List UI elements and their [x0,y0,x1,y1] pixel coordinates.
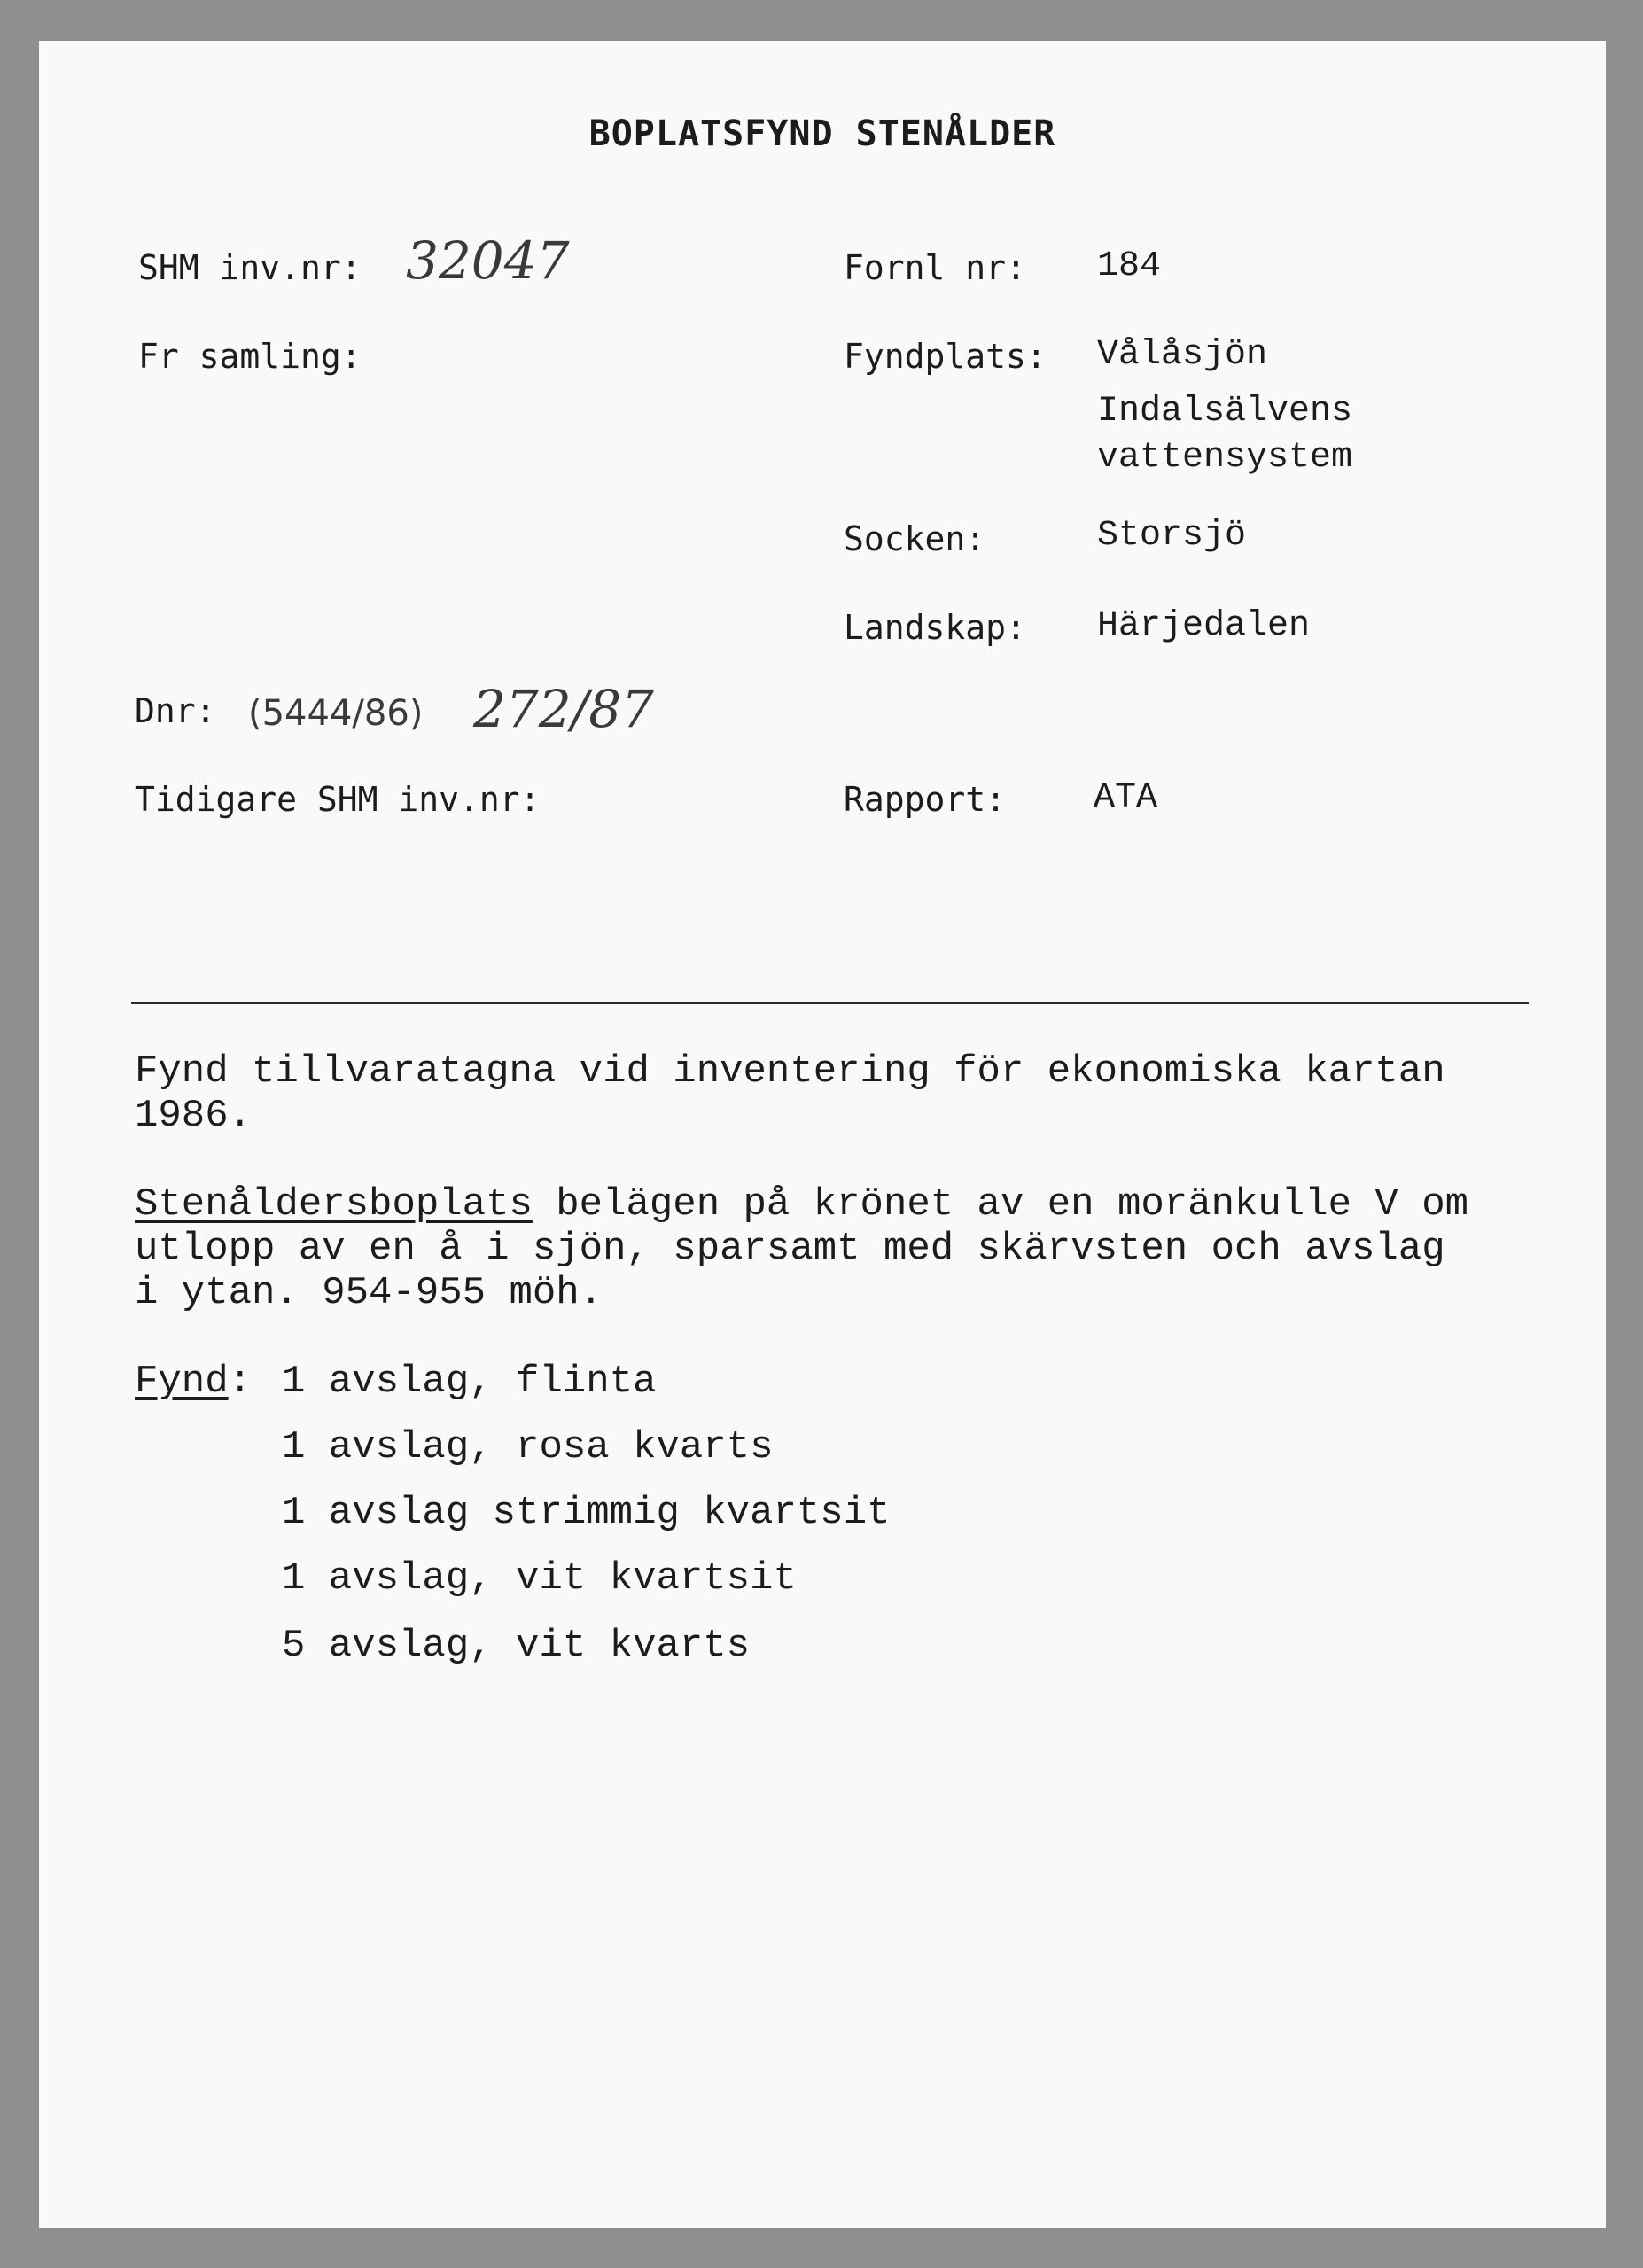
find-item-1: 1 avslag, flinta [282,1360,657,1404]
paragraph-1-line-1: Fynd tillvaratagna vid inventering för ekonomiska kartan [135,1049,1445,1094]
fr-samling-label: Fr samling: [138,337,362,376]
dnr-value-handwritten: 272/87 [473,679,655,739]
find-item-5: 5 avslag, vit kvarts [282,1624,751,1668]
find-item-4: 1 avslag, vit kvartsit [282,1556,797,1601]
dnr-label: Dnr: [135,691,216,730]
landskap-label: Landskap: [844,608,1026,647]
paragraph-1-line-2: 1986. [135,1094,253,1138]
record-card [39,41,1606,2228]
finds-heading [135,1360,252,1404]
shm-inv-value: 32047 [406,230,570,291]
fyndplats-line-3: vattensystem [1097,438,1353,478]
fyndplats-line-2: Indalsälvens [1097,392,1353,432]
paragraph-2-line-1 [135,1182,1468,1227]
paragraph-2-line-3: i ytan. 954-955 möh. [135,1271,603,1315]
socken-label: Socken: [844,519,986,558]
socken-value: Storsjö [1097,516,1247,556]
tidigare-shm-label: Tidigare SHM inv.nr: [135,780,541,819]
fornl-value: 184 [1097,246,1162,286]
site-type-underlined: Stenåldersboplats [135,1182,533,1227]
section-divider [131,1002,1529,1004]
fornl-label: Fornl nr: [844,248,1026,287]
fyndplats-line-1: Vålåsjön [1097,335,1268,375]
paragraph-2-line-2: utlopp av en å i sjön, sparsamt med skärvsten och avslag [135,1227,1445,1271]
dnr-value-paren: (5444/86) [248,693,424,734]
fyndplats-label: Fyndplats: [844,337,1047,376]
finds-label: Fynd [135,1360,229,1404]
shm-inv-label: SHM inv.nr: [138,248,362,287]
paragraph-2-line-1-rest: belägen på krönet av en moränkulle V om [532,1182,1469,1227]
find-item-3: 1 avslag strimmig kvartsit [282,1491,891,1535]
find-item-2: 1 avslag, rosa kvarts [282,1425,774,1469]
rapport-label: Rapport: [844,780,1007,819]
document-title: BOPLATSFYND STENÅLDER [588,113,1056,154]
landskap-value: Härjedalen [1097,606,1311,646]
finds-colon: : [228,1360,253,1404]
rapport-value: ATA [1094,778,1158,818]
